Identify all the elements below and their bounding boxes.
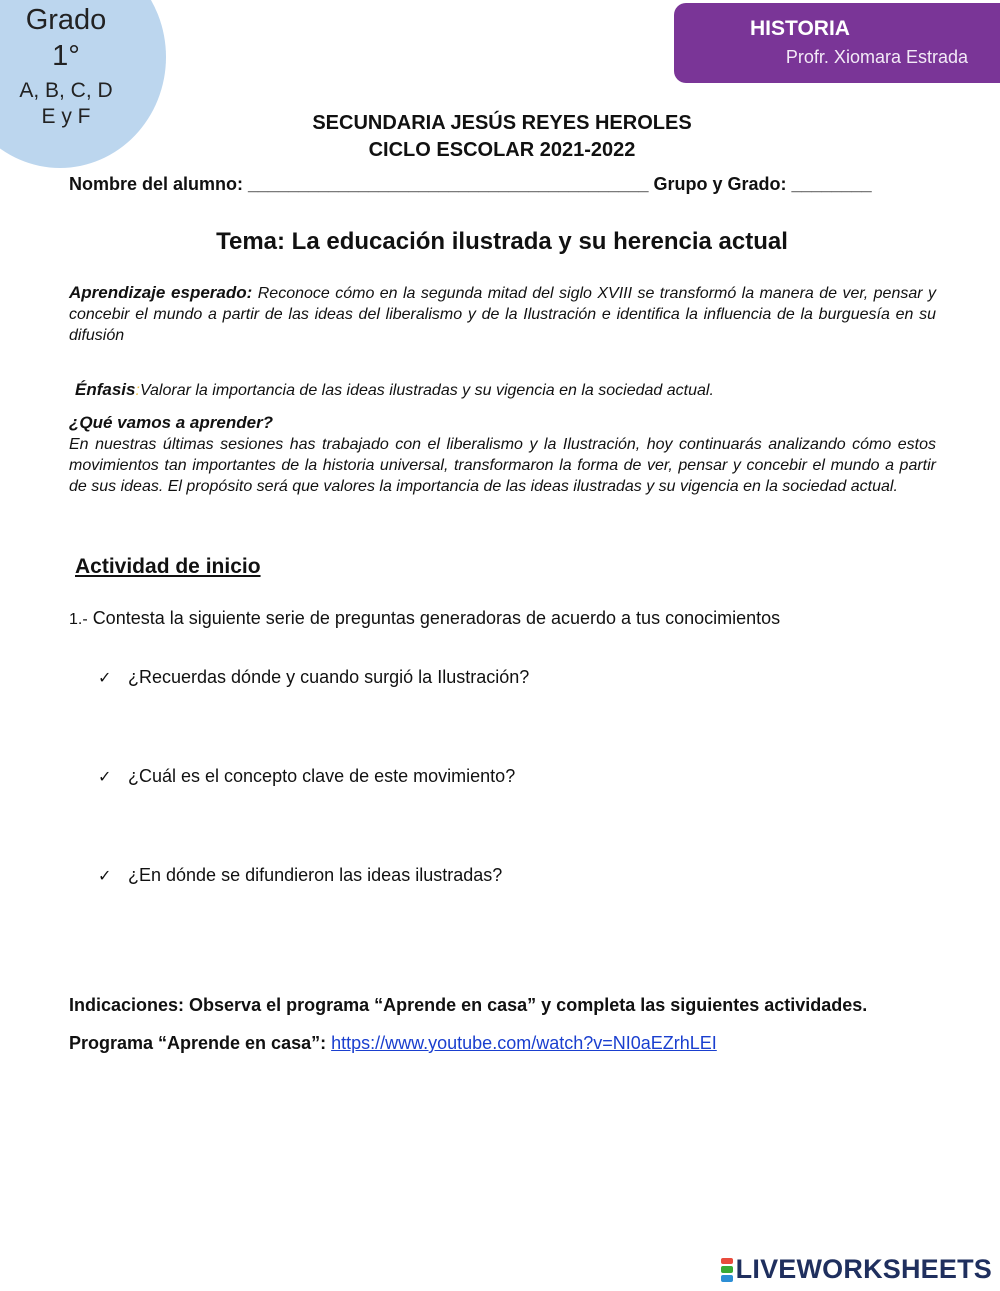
- student-name-label: Nombre del alumno:: [69, 174, 244, 194]
- aprendizaje-label: Aprendizaje esperado:: [69, 283, 253, 302]
- programa-label: Programa “Aprende en casa”:: [69, 1033, 327, 1053]
- video-link[interactable]: https://www.youtube.com/watch?v=NI0aEZrhLEI: [331, 1033, 717, 1053]
- enfasis-paragraph: [75, 379, 942, 401]
- enfasis-text: Valorar la importancia de las ideas ilustradas y su vigencia en la sociedad actual.: [139, 382, 714, 399]
- grade-groups-line2: E y F: [41, 105, 91, 128]
- student-info-line: [69, 174, 872, 195]
- actividad-title: Actividad de inicio: [75, 555, 261, 578]
- checkmark-icon: ✓: [98, 769, 112, 786]
- question-item: [98, 667, 529, 688]
- aprendizaje-paragraph: [69, 282, 936, 346]
- grade-number: 1°: [52, 40, 80, 72]
- teacher-name: Profr. Xiomara Estrada: [785, 47, 968, 67]
- question-item: [98, 865, 502, 886]
- student-name-blank: ________________________________________: [248, 174, 649, 194]
- aprendizaje-text: Reconoce cómo en la segunda mitad del siglo XVIII se transformó la manera de ver, pensar y concebir el mundo a partir de las ideas del liberalismo y de la Ilustración e identifica la influencia de la burguesía en su difusión: [69, 285, 937, 344]
- indicaciones-text: Indicaciones: Observa el programa “Aprende en casa” y completa las siguientes actividades.: [69, 995, 868, 1015]
- programa-line: [69, 1033, 717, 1054]
- logo-bar: [721, 1258, 733, 1265]
- group-grade-label: Grupo y Grado:: [653, 174, 787, 194]
- brand-text: LIVEWORKSHEETS: [735, 1254, 992, 1284]
- topic-title: Tema: La educación ilustrada y su herencia actual: [216, 228, 788, 255]
- instruction-text: Contesta la siguiente serie de preguntas generadoras de acuerdo a tus conocimientos: [92, 608, 781, 628]
- question-item: [98, 766, 515, 787]
- subject-banner: [674, 3, 1000, 83]
- logo-bar: [721, 1275, 733, 1282]
- liveworksheets-logo-icon: [721, 1257, 733, 1283]
- grade-groups-line1: A, B, C, D: [19, 79, 113, 102]
- que-vamos-text: En nuestras últimas sesiones has trabajado con el liberalismo y la Ilustración, hoy continuarás analizando cómo estos movimientos tan importantes de la historia universal, transformaron la forma de ver, pensar y concebir el mundo a partir de sus ideas. El propósito será que valores la importancia de las ideas ilustradas y su vigencia en la sociedad actual.: [69, 436, 936, 495]
- school-cycle: CICLO ESCOLAR 2021-2022: [368, 139, 636, 161]
- checkmark-icon: ✓: [98, 670, 112, 687]
- que-vamos-title: ¿Qué vamos a aprender?: [69, 413, 274, 432]
- question-text: ¿Recuerdas dónde y cuando surgió la Ilustración?: [128, 667, 530, 687]
- enfasis-colon: :: [135, 382, 140, 399]
- actividad-instruction: [69, 608, 780, 629]
- subject-name: HISTORIA: [750, 17, 850, 40]
- enfasis-label: Énfasis: [75, 380, 136, 399]
- group-grade-blank: ________: [791, 174, 872, 194]
- grade-title: Grado: [25, 4, 107, 36]
- instruction-number: 1.-: [69, 611, 88, 628]
- question-text: ¿Cuál es el concepto clave de este movimiento?: [128, 766, 516, 786]
- logo-bar: [721, 1266, 733, 1273]
- question-text: ¿En dónde se difundieron las ideas ilustradas?: [128, 865, 503, 885]
- liveworksheets-brand: [721, 1254, 992, 1285]
- school-name: SECUNDARIA JESÚS REYES HEROLES: [312, 112, 692, 134]
- checkmark-icon: ✓: [98, 868, 112, 885]
